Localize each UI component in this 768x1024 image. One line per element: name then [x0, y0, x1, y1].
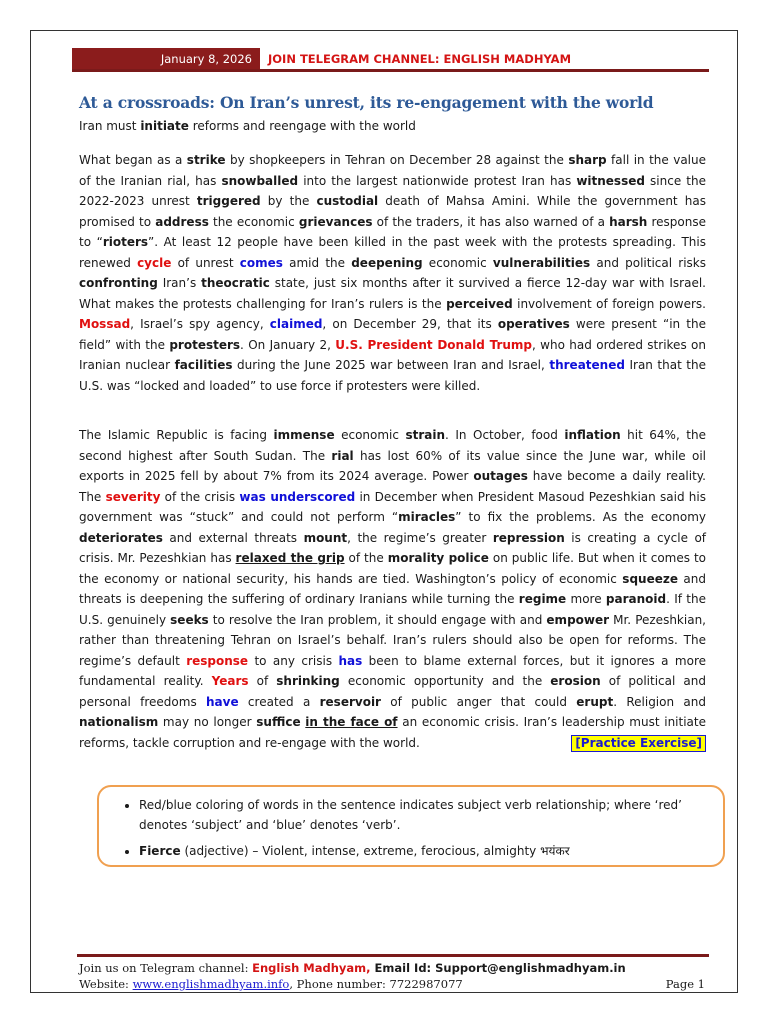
paragraph-1: What began as a strike by shopkeepers in Tehran on December 28 against the sharp fall in the value of the Iranian rial, has snowballed into the largest nationwide protest Iran has witnessed since the 2022-2023 unrest triggered by the custodial death of Mahsa Amini. While the government has promised to address the economic grievances of the traders, it has also warned of a harsh response to “rioters”. At least 12 people have been killed in the past week with the protests spreading. This renewed cycle of unrest comes amid the deepening economic vulnerabilities and political risks confronting Iran’s theocratic state, just six months after it survived a fierce 12-day war with Israel. What makes the protests challenging for Iran’s rulers is the perceived involvement of foreign powers. Mossad, Israel’s spy agency, claimed, on December 29, that its operatives were present “in the field” with the protesters. On January 2, U.S. President Donald Trump, who had ordered strikes on Iranian nuclear facilities during the June 2025 war between Iran and Israel, threatened Iran that the U.S. was “locked and loaded” to use force if protesters were killed. [79, 153, 707, 393]
website-link[interactable]: www.englishmadhyam.info [132, 977, 290, 991]
telegram-banner: JOIN TELEGRAM CHANNEL: ENGLISH MADHYAM [268, 51, 572, 66]
footer [79, 960, 707, 992]
footer-email[interactable]: Email Id: Support@englishmadhyam.in [370, 961, 626, 975]
footer-divider [77, 954, 709, 957]
paragraph-2: The Islamic Republic is facing immense economic strain. In October, food inflation hit 64%, the second highest after South Sudan. The rial has lost 60% of its value since the June war, while oil exports in 2025 fell by about 7% from its 2024 average. Power outages have become a daily reality. The severity of the crisis was underscored in December when President Masoud Pezeshkian said his government was “stuck” and could not perform “miracles” to fix the problems. As the economy deteriorates and external threats mount, the regime’s greater repression is creating a cycle of crisis. Mr. Pezeshkian has relaxed the grip of the morality police on public life. But when it comes to the economy or national security, his hands are tied. Washington’s policy of economic squeeze and threats is deepening the suffering of ordinary Iranians while turning the regime more paranoid. If the U.S. genuinely seeks to resolve the Iran problem, it should engage with and empower Mr. Pezeshkian, rather than threatening Tehran on Israel’s behalf. Iran’s rulers should also be open for reforms. The regime’s default response to any crisis has been to blame external forces, but it ignores a more fundamental reality. Years of shrinking economic opportunity and the erosion of political and personal freedoms have created a reservoir of public anger that could erupt. Religion and nationalism may no longer suffice in the face of an economic crisis. Iran’s leadership must initiate reforms, tackle corruption and re-engage with the world. [Practice Exercise] [79, 428, 707, 750]
footer-line-2: Website: www.englishmadhyam.info, Phone number: 7722987077 [79, 977, 463, 991]
article-subtitle: Iran must initiate reforms and reengage with the world [79, 119, 416, 133]
footer-line-1: Join us on Telegram channel: English Madhyam, Email Id: Support@englishmadhyam.in [79, 961, 626, 975]
note-item: • Fierce (adjective) – Violent, intense, extreme, ferocious, almighty भयंकर [139, 841, 709, 861]
note-item: • Red/blue coloring of words in the sentence indicates subject verb relationship; where ‘red’ denotes ‘subject’ and ‘blue’ denotes ‘verb’. [139, 795, 709, 835]
header-bar [72, 48, 709, 72]
practice-exercise-link[interactable]: [Practice Exercise] [571, 735, 706, 752]
page-number: Page 1 [665, 977, 705, 991]
notes-box [97, 785, 725, 867]
telegram-channel-name: English Madhyam, [252, 961, 371, 975]
date-label: January 8, 2026 [72, 48, 260, 69]
article-title: At a crossroads: On Iran’s unrest, its re-engagement with the world [79, 93, 654, 112]
